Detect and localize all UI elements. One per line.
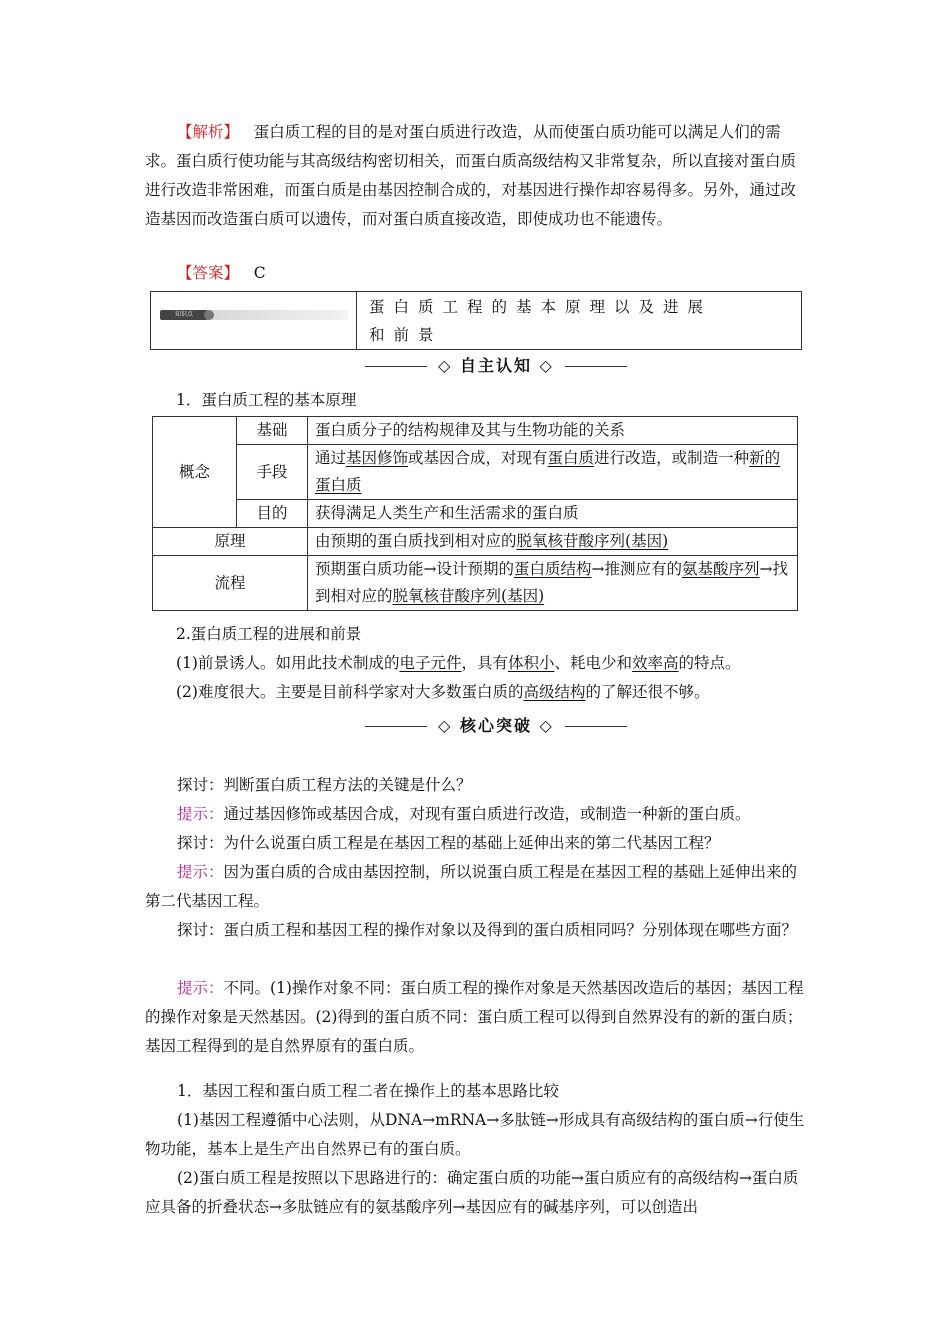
badge-label: 知识点 xyxy=(160,310,208,320)
qa-hint-1: 提示：通过基因修饰或基因合成，对现有蛋白质进行改造，或制造一种新的蛋白质。 xyxy=(177,805,751,823)
qa-question-1: 探讨：判断蛋白质工程方法的关键是什么？ xyxy=(177,776,472,794)
knowledge-point-header xyxy=(150,291,802,350)
purpose-text-cell: 获得满足人类生产和生活需求的蛋白质 xyxy=(308,500,798,528)
table-row xyxy=(153,500,798,528)
answer-line xyxy=(145,259,805,288)
compare-item-2: (2)蛋白质工程是按照以下思路进行的：确定蛋白质的功能→蛋白质应有的高级结构→蛋白质应具备的折叠状态→多肽链应有的氨基酸序列→基因应有的碱基序列，可以创造出 xyxy=(145,1169,799,1216)
header-divider xyxy=(356,292,357,349)
knowledge-point-badge xyxy=(160,310,348,320)
qa-question-3: 探讨：蛋白质工程和基因工程的操作对象以及得到的蛋白质相同吗？分别体现在哪些方面？ xyxy=(177,921,798,939)
answer-label: 【答案】 xyxy=(177,264,240,282)
principle-label-cell: 原理 xyxy=(153,528,308,556)
principle-text-cell: 由预期的蛋白质找到相对应的脱氧核苷酸序列(基因) xyxy=(308,528,798,556)
flow-text-cell: 预期蛋白质功能→设计预期的蛋白质结构→推测应有的氨基酸序列→找到相对应的脱氧核苷酸序列(基因) xyxy=(308,556,798,611)
analysis-text: 蛋白质工程的目的是对蛋白质进行改造，从而使蛋白质功能可以满足人们的需求。蛋白质行使功能与其高级结构密切相关，而蛋白质高级结构又非常复杂，所以直接对蛋白质进行改造非常困难，而蛋白质是由基因控制合成的，对基因进行操作却容易得多。另外，通过改造基因而改造蛋白质可以遗传，而对蛋白质直接改造，即使成功也不能遗传。 xyxy=(145,123,797,228)
table-row xyxy=(153,445,798,500)
purpose-label-cell: 目的 xyxy=(237,500,308,528)
progress-item-2: (2)难度很大。主要是目前科学家对大多数蛋白质的高级结构的了解还很不够。 xyxy=(176,683,710,701)
progress-item-1: (1)前景诱人。如用此技术制成的电子元件，具有体积小、耗电少和效率高的特点。 xyxy=(176,654,741,672)
basis-text-cell: 蛋白质分子的结构规律及其与生物功能的关系 xyxy=(308,417,798,445)
divider-line-left xyxy=(365,366,427,367)
qa-hint-2: 提示：因为蛋白质的合成由基因控制，所以说蛋白质工程是在基因工程的基础上延伸出来的第二代基因工程。 xyxy=(145,863,798,910)
answer-value: C xyxy=(253,264,266,282)
table-row xyxy=(153,556,798,611)
principle-heading: 1．蛋白质工程的基本原理 xyxy=(176,391,357,409)
table-row xyxy=(153,528,798,556)
table-row xyxy=(153,417,798,445)
divider-line-right xyxy=(565,726,627,727)
basis-label-cell: 基础 xyxy=(237,417,308,445)
means-text-cell: 通过基因修饰或基因合成，对现有蛋白质进行改造，或制造一种新的蛋白质 xyxy=(308,445,798,500)
principle-table xyxy=(152,416,798,611)
qa-question-2: 探讨：为什么说蛋白质工程是在基因工程的基础上延伸出来的第二代基因工程？ xyxy=(177,834,720,852)
means-label-cell: 手段 xyxy=(237,445,308,500)
concept-cell: 概念 xyxy=(153,417,237,528)
compare-item-1: (1)基因工程遵循中心法则，从DNA→mRNA→多肽链→形成具有高级结构的蛋白质→行使生物功能，基本上是生产出自然界已有的蛋白质。 xyxy=(145,1111,805,1158)
compare-heading: 1．基因工程和蛋白质工程二者在操作上的基本思路比较 xyxy=(177,1082,559,1100)
flow-label-cell: 流程 xyxy=(153,556,308,611)
analysis-paragraph xyxy=(145,118,805,234)
section-divider-2 xyxy=(365,716,627,736)
analysis-label: 【解析】 xyxy=(177,123,240,141)
badge-knob-icon xyxy=(204,310,214,320)
divider-line-left xyxy=(365,726,427,727)
progress-heading: 2.蛋白质工程的进展和前景 xyxy=(176,625,362,643)
section-title-1: ◇ 自主认知 ◇ xyxy=(438,356,554,375)
divider-line-right xyxy=(565,366,627,367)
qa-hint-3: 提示：不同。(1)操作对象不同：蛋白质工程的操作对象是天然基因改造后的基因；基因工程的操作对象是天然基因。(2)得到的蛋白质不同：蛋白质工程可以得到自然界没有的新的蛋白质；基因工程得到的是自然界原有的蛋白质。 xyxy=(145,979,804,1055)
section-divider-1 xyxy=(365,356,627,376)
section-title-2: ◇ 核心突破 ◇ xyxy=(438,716,554,735)
knowledge-point-title: 蛋白质工程的基本原理以及进展和前景 xyxy=(369,298,713,344)
